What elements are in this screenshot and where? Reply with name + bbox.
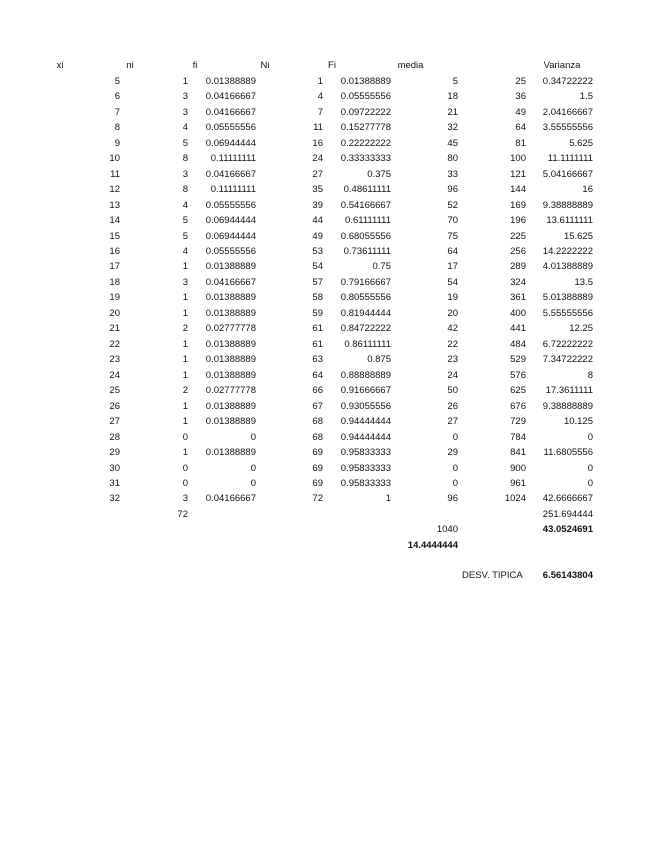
varianza-cell: 4.01388889 <box>542 261 593 273</box>
Ni-cell: 68 <box>312 431 323 443</box>
Fi-cell: 0.48611111 <box>343 184 391 196</box>
fi-cell: 0.04166667 <box>205 276 256 288</box>
Ni-cell: 24 <box>312 153 323 165</box>
xi-squared-cell: 784 <box>510 431 526 443</box>
media-cell: 27 <box>447 416 458 428</box>
fi-cell: 0.05555556 <box>205 245 256 257</box>
varianza-cell: 9.38888889 <box>542 199 593 211</box>
Fi-cell: 0.05555556 <box>340 91 391 103</box>
Fi-cell: 0.95833333 <box>340 478 391 490</box>
xi-cell: 12 <box>109 184 120 196</box>
media-cell: 26 <box>447 400 458 412</box>
ni-cell: 8 <box>182 153 188 165</box>
fi-cell: 0.04166667 <box>205 493 256 505</box>
fi-cell: 0.11111111 <box>210 184 256 196</box>
Fi-cell: 0.95833333 <box>340 462 391 474</box>
Ni-cell: 58 <box>312 292 323 304</box>
Ni-cell: 69 <box>312 447 323 459</box>
xi-squared-cell: 441 <box>510 323 526 335</box>
ni-cell: 3 <box>182 168 188 180</box>
xi-cell: 18 <box>109 276 120 288</box>
media-result: 14.4444444 <box>407 539 458 551</box>
Fi-cell: 0.91666667 <box>340 385 391 397</box>
ni-cell: 0 <box>182 478 188 490</box>
media-cell: 23 <box>447 354 458 366</box>
varianza-cell: 5.01388889 <box>542 292 593 304</box>
fi-cell: 0 <box>250 431 256 443</box>
media-cell: 70 <box>447 215 458 227</box>
media-cell: 80 <box>447 153 458 165</box>
varianza-cell: 0.34722222 <box>542 75 593 87</box>
varianza-cell: 17.3611111 <box>545 385 593 397</box>
xi-cell: 8 <box>114 122 120 134</box>
xi-cell: 7 <box>114 106 120 118</box>
xi-squared-cell: 841 <box>510 447 526 459</box>
Fi-cell: 0.33333333 <box>340 153 391 165</box>
ni-cell: 3 <box>182 91 188 103</box>
xi-squared-cell: 121 <box>510 168 526 180</box>
Fi-cell: 0.15277778 <box>340 122 391 134</box>
ni-cell: 1 <box>182 261 188 273</box>
fi-cell: 0.02777778 <box>205 385 256 397</box>
xi-cell: 15 <box>109 230 120 242</box>
media-cell: 29 <box>447 447 458 459</box>
ni-cell: 0 <box>182 462 188 474</box>
xi-cell: 10 <box>109 153 120 165</box>
ni-cell: 1 <box>182 416 188 428</box>
fi-cell: 0 <box>250 478 256 490</box>
xi-squared-cell: 1024 <box>504 493 526 505</box>
media-cell: 20 <box>447 307 458 319</box>
xi-cell: 9 <box>114 137 120 149</box>
varianza-cell: 11.6805556 <box>543 447 593 459</box>
Ni-cell: 64 <box>312 369 323 381</box>
fi-cell: 0.01388889 <box>205 416 256 428</box>
xi-cell: 30 <box>109 462 120 474</box>
fi-cell: 0.11111111 <box>210 153 256 165</box>
fi-cell: 0.01388889 <box>205 75 256 87</box>
ni-cell: 1 <box>182 307 188 319</box>
fi-cell: 0.01388889 <box>205 369 256 381</box>
fi-cell: 0.01388889 <box>205 338 256 350</box>
Fi-cell: 0.81944444 <box>340 307 391 319</box>
xi-cell: 11 <box>110 168 120 180</box>
xi-squared-cell: 196 <box>510 215 526 227</box>
xi-cell: 29 <box>109 447 120 459</box>
xi-squared-cell: 484 <box>510 338 526 350</box>
xi-squared-cell: 529 <box>510 354 526 366</box>
xi-cell: 19 <box>109 292 120 304</box>
fi-cell: 0.01388889 <box>205 447 256 459</box>
Ni-cell: 39 <box>312 199 323 211</box>
ni-cell: 4 <box>182 122 188 134</box>
varianza-result: 43.0524691 <box>542 524 593 536</box>
header-xi: xi <box>56 60 64 72</box>
varianza-cell: 14.2222222 <box>542 245 593 257</box>
fi-cell: 0.01388889 <box>205 400 256 412</box>
xi-cell: 27 <box>109 416 120 428</box>
media-cell: 75 <box>447 230 458 242</box>
media-cell: 64 <box>447 245 458 257</box>
Ni-cell: 35 <box>312 184 323 196</box>
xi-squared-cell: 324 <box>510 276 526 288</box>
varianza-cell: 5.55555556 <box>542 307 593 319</box>
Fi-cell: 0.375 <box>367 168 391 180</box>
varianza-cell: 7.34722222 <box>542 354 593 366</box>
xi-cell: 23 <box>109 354 120 366</box>
Ni-cell: 72 <box>312 493 323 505</box>
media-cell: 54 <box>447 276 458 288</box>
xi-squared-cell: 256 <box>510 245 526 257</box>
fi-cell: 0.02777778 <box>205 323 256 335</box>
varianza-cell: 12.25 <box>569 323 593 335</box>
ni-cell: 0 <box>182 431 188 443</box>
xi-squared-cell: 25 <box>515 75 526 87</box>
Fi-cell: 0.09722222 <box>340 106 391 118</box>
Fi-cell: 0.95833333 <box>340 447 391 459</box>
xi-cell: 28 <box>109 431 120 443</box>
fi-cell: 0.04166667 <box>205 106 256 118</box>
media-cell: 50 <box>447 385 458 397</box>
ni-total: 72 <box>177 508 188 520</box>
ni-cell: 5 <box>182 215 188 227</box>
varianza-cell: 13.6111111 <box>546 215 593 227</box>
fi-cell: 0 <box>250 462 256 474</box>
xi-squared-cell: 361 <box>510 292 526 304</box>
xi-cell: 16 <box>109 245 120 257</box>
media-cell: 0 <box>452 431 458 443</box>
Ni-cell: 59 <box>312 307 323 319</box>
xi-squared-cell: 576 <box>510 369 526 381</box>
Ni-cell: 68 <box>312 416 323 428</box>
varianza-cell: 15.625 <box>563 230 593 242</box>
xi-cell: 20 <box>109 307 120 319</box>
ni-cell: 3 <box>182 493 188 505</box>
varianza-cell: 0 <box>587 478 593 490</box>
xi-squared-cell: 400 <box>510 307 526 319</box>
xi-cell: 25 <box>109 385 120 397</box>
Fi-cell: 0.84722222 <box>340 323 391 335</box>
xi-cell: 31 <box>109 478 120 490</box>
ni-cell: 1 <box>182 75 188 87</box>
media-total: 1040 <box>436 524 458 536</box>
xi-squared-cell: 64 <box>515 122 526 134</box>
fi-cell: 0.01388889 <box>205 307 256 319</box>
ni-cell: 1 <box>182 338 188 350</box>
Ni-cell: 61 <box>312 338 323 350</box>
header-Ni: Ni <box>260 60 270 72</box>
ni-cell: 3 <box>182 276 188 288</box>
Ni-cell: 16 <box>312 137 323 149</box>
xi-cell: 32 <box>109 493 120 505</box>
Ni-cell: 11 <box>313 122 323 134</box>
media-cell: 96 <box>447 493 458 505</box>
media-cell: 17 <box>447 261 458 273</box>
varianza-cell: 11.1111111 <box>547 153 593 165</box>
Ni-cell: 67 <box>312 400 323 412</box>
ni-cell: 1 <box>182 354 188 366</box>
Ni-cell: 7 <box>317 106 323 118</box>
varianza-cell: 2.04166667 <box>542 106 593 118</box>
desv-tipica-value: 6.56143804 <box>542 570 593 582</box>
xi-cell: 21 <box>109 323 120 335</box>
Ni-cell: 27 <box>312 168 323 180</box>
xi-cell: 13 <box>109 199 120 211</box>
fi-cell: 0.06944444 <box>205 230 256 242</box>
fi-cell: 0.01388889 <box>205 261 256 273</box>
Fi-cell: 0.94444444 <box>340 416 391 428</box>
Ni-cell: 49 <box>312 230 323 242</box>
Fi-cell: 0.54166667 <box>340 199 391 211</box>
xi-cell: 22 <box>109 338 120 350</box>
varianza-cell: 16 <box>582 184 593 196</box>
varianza-total: 251.694444 <box>542 508 593 520</box>
xi-cell: 26 <box>109 400 120 412</box>
media-cell: 19 <box>447 292 458 304</box>
varianza-cell: 5.625 <box>569 137 593 149</box>
xi-cell: 14 <box>109 215 120 227</box>
xi-squared-cell: 36 <box>515 91 526 103</box>
header-media: media <box>397 60 424 72</box>
Fi-cell: 0.93055556 <box>340 400 391 412</box>
fi-cell: 0.05555556 <box>205 122 256 134</box>
media-cell: 24 <box>447 369 458 381</box>
ni-cell: 5 <box>182 137 188 149</box>
Ni-cell: 69 <box>312 478 323 490</box>
media-cell: 18 <box>447 91 458 103</box>
media-cell: 45 <box>447 137 458 149</box>
xi-squared-cell: 961 <box>510 478 526 490</box>
Ni-cell: 4 <box>317 91 323 103</box>
ni-cell: 1 <box>182 292 188 304</box>
media-cell: 42 <box>447 323 458 335</box>
Ni-cell: 44 <box>312 215 323 227</box>
xi-squared-cell: 676 <box>510 400 526 412</box>
fi-cell: 0.01388889 <box>205 292 256 304</box>
header-blank <box>470 58 500 73</box>
Fi-cell: 0.73611111 <box>343 245 391 257</box>
media-cell: 0 <box>452 462 458 474</box>
ni-cell: 8 <box>182 184 188 196</box>
header-varianza: Varianza <box>543 60 581 72</box>
ni-cell: 2 <box>182 323 188 335</box>
xi-cell: 17 <box>109 261 120 273</box>
varianza-cell: 0 <box>587 462 593 474</box>
header-Fi: Fi <box>328 60 336 72</box>
varianza-cell: 0 <box>587 431 593 443</box>
media-cell: 52 <box>447 199 458 211</box>
Ni-cell: 61 <box>312 323 323 335</box>
desv-tipica-label: DESV. TIPICA <box>462 570 523 582</box>
Ni-cell: 53 <box>312 245 323 257</box>
ni-cell: 3 <box>182 106 188 118</box>
varianza-cell: 42.6666667 <box>542 493 593 505</box>
Fi-cell: 1 <box>385 493 391 505</box>
Ni-cell: 63 <box>312 354 323 366</box>
Fi-cell: 0.80555556 <box>340 292 391 304</box>
Ni-cell: 54 <box>312 261 323 273</box>
xi-squared-cell: 225 <box>510 230 526 242</box>
fi-cell: 0.04166667 <box>205 91 256 103</box>
varianza-cell: 3.55555556 <box>542 122 593 134</box>
media-cell: 0 <box>452 478 458 490</box>
media-cell: 33 <box>447 168 458 180</box>
fi-cell: 0.06944444 <box>205 137 256 149</box>
ni-cell: 4 <box>182 245 188 257</box>
xi-squared-cell: 100 <box>510 153 526 165</box>
varianza-cell: 5.04166667 <box>542 168 593 180</box>
xi-squared-cell: 729 <box>510 416 526 428</box>
xi-cell: 24 <box>109 369 120 381</box>
fi-cell: 0.04166667 <box>205 168 256 180</box>
Fi-cell: 0.88888889 <box>340 369 391 381</box>
varianza-cell: 6.72222222 <box>542 338 593 350</box>
ni-cell: 5 <box>182 230 188 242</box>
header-fi: fi <box>192 60 198 72</box>
media-cell: 22 <box>447 338 458 350</box>
ni-cell: 2 <box>182 385 188 397</box>
Ni-cell: 66 <box>312 385 323 397</box>
varianza-cell: 9.38888889 <box>542 400 593 412</box>
Ni-cell: 1 <box>317 75 323 87</box>
xi-squared-cell: 169 <box>510 199 526 211</box>
ni-cell: 1 <box>182 369 188 381</box>
ni-cell: 1 <box>182 400 188 412</box>
Fi-cell: 0.01388889 <box>340 75 391 87</box>
xi-squared-cell: 49 <box>515 106 526 118</box>
media-cell: 96 <box>447 184 458 196</box>
varianza-cell: 10.125 <box>563 416 593 428</box>
Fi-cell: 0.22222222 <box>340 137 391 149</box>
xi-squared-cell: 81 <box>515 137 526 149</box>
fi-cell: 0.05555556 <box>205 199 256 211</box>
xi-squared-cell: 289 <box>510 261 526 273</box>
Ni-cell: 57 <box>312 276 323 288</box>
varianza-cell: 1.5 <box>579 91 593 103</box>
Fi-cell: 0.79166667 <box>340 276 391 288</box>
Fi-cell: 0.75 <box>372 261 391 273</box>
fi-cell: 0.06944444 <box>205 215 256 227</box>
ni-cell: 4 <box>182 199 188 211</box>
header-ni: ni <box>126 60 134 72</box>
fi-cell: 0.01388889 <box>205 354 256 366</box>
media-cell: 21 <box>447 106 458 118</box>
varianza-cell: 13.5 <box>574 276 593 288</box>
Fi-cell: 0.875 <box>367 354 391 366</box>
xi-cell: 6 <box>114 91 120 103</box>
ni-cell: 1 <box>182 447 188 459</box>
Fi-cell: 0.94444444 <box>340 431 391 443</box>
varianza-cell: 8 <box>587 369 593 381</box>
Fi-cell: 0.86111111 <box>344 338 391 350</box>
xi-squared-cell: 625 <box>510 385 526 397</box>
media-cell: 32 <box>447 122 458 134</box>
Fi-cell: 0.61111111 <box>345 215 391 227</box>
xi-cell: 5 <box>114 75 120 87</box>
Fi-cell: 0.68055556 <box>340 230 391 242</box>
xi-squared-cell: 900 <box>510 462 526 474</box>
media-cell: 5 <box>452 75 458 87</box>
Ni-cell: 69 <box>312 462 323 474</box>
xi-squared-cell: 144 <box>510 184 526 196</box>
